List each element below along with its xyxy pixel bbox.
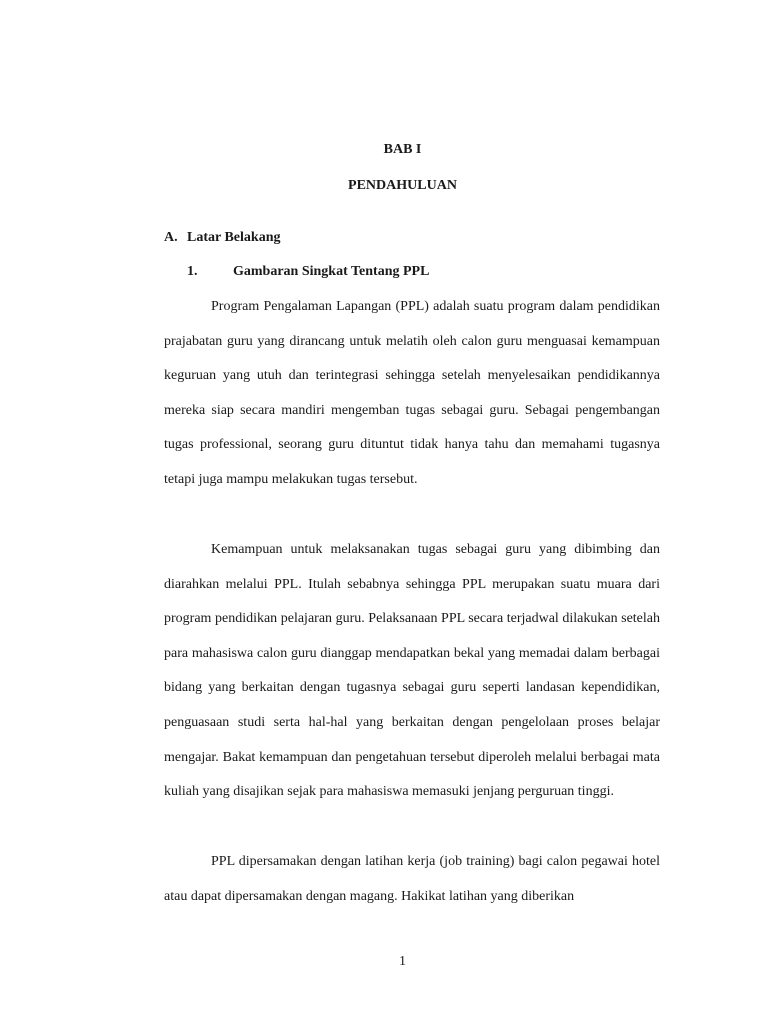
chapter-title: PENDAHULUAN: [348, 178, 457, 193]
page-number: 1: [399, 954, 406, 969]
subsection-heading: [187, 264, 429, 280]
subsection-number: 1.: [187, 264, 198, 279]
body-paragraph: Kemampuan untuk melaksanakan tugas sebagai guru yang dibimbing dan diarahkan melalui PPL. Itulah sebabnya sehingga PPL merupakan suatu muara dari program pendidikan pelajaran guru. Pelaksanaan PPL secara terjadwal dilakukan setelah para mahasiswa calon guru dianggap mendapatkan bekal yang memadai dalam berbagai bidang yang berkaitan dengan tugasnya sebagai guru seperti landasan kependidikan, penguasaan studi serta hal-hal yang berkaitan dengan pengelolaan proses belajar mengajar. Bakat kemampuan dan pengetahuan tersebut diperoleh melalui berbagai mata kuliah yang disajikan sejak para mahasiswa memasuki jenjang perguruan tinggi.: [164, 542, 660, 800]
section-letter: A.: [164, 230, 178, 245]
subsection-title: Gambaran Singkat Tentang PPL: [233, 264, 430, 279]
section-heading: [164, 230, 280, 246]
chapter-number: BAB I: [383, 142, 422, 157]
body-paragraph: PPL dipersamakan dengan latihan kerja (job training) bagi calon pegawai hotel atau dapat dipersamakan dengan magang. Hakikat latihan yang diberikan: [164, 854, 660, 904]
body-paragraph: Program Pengalaman Lapangan (PPL) adalah suatu program dalam pendidikan prajabatan guru yang dirancang untuk melatih oleh calon guru menguasai kemampuan keguruan yang utuh dan terintegrasi sehingga setelah menyelesaikan pendidikannya mereka siap secara mandiri mengemban tugas sebagai guru. Sebagai pengembangan tugas professional, seorang guru dituntut tidak hanya tahu dan memahami tugasnya tetapi juga mampu melakukan tugas tersebut.: [164, 299, 660, 487]
section-title: Latar Belakang: [187, 230, 281, 245]
